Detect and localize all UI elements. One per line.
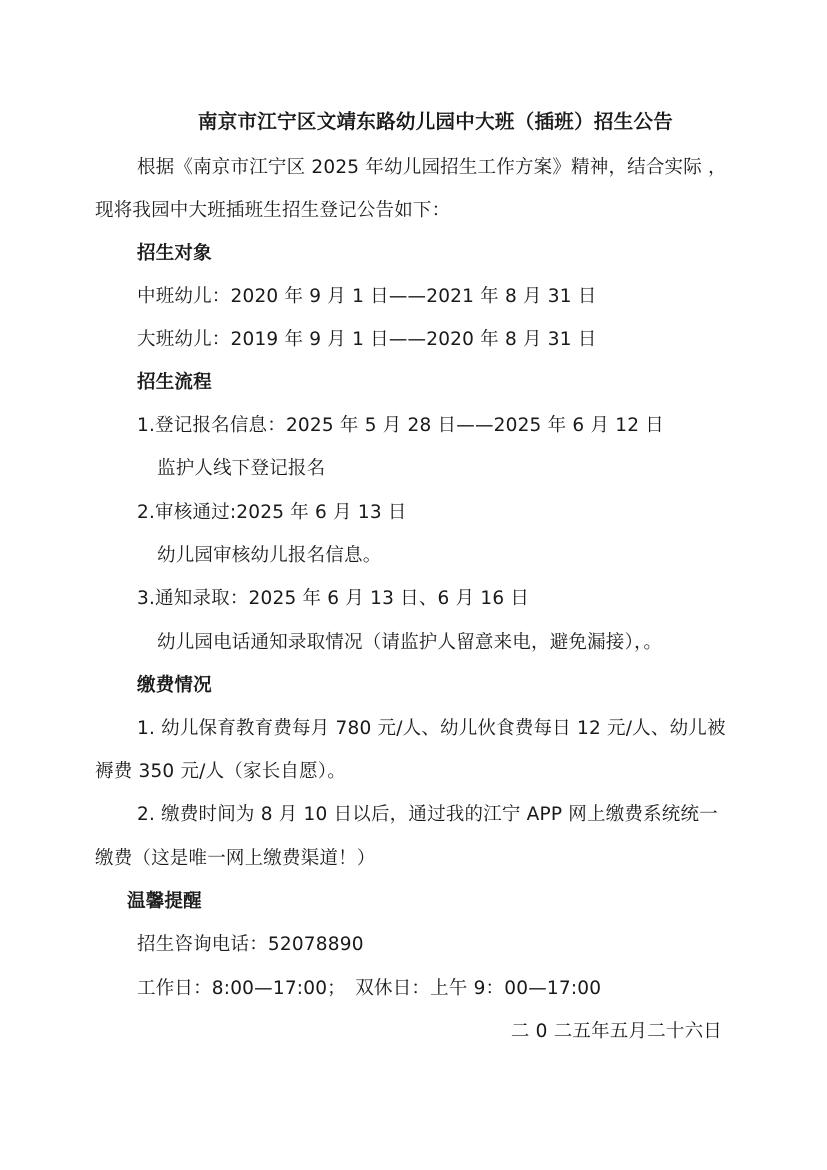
reminder-phone: 招生咨询电话：52078890 xyxy=(137,934,364,955)
process-step-1: 1.登记报名信息：2025 年 5 月 28 日——2025 年 6 月 12 日 xyxy=(137,415,664,436)
fees-item-1-line-2: 褥费 350 元/人（家长自愿）。 xyxy=(95,761,346,782)
target-senior-class: 大班幼儿：2019 年 9 月 1 日——2020 年 8 月 31 日 xyxy=(137,329,597,350)
fees-item-2-line-1: 2. 缴费时间为 8 月 10 日以后，通过我的江宁 APP 网上缴费系统统一 xyxy=(137,804,718,825)
section-heading-fees: 缴费情况 xyxy=(137,675,212,696)
process-step-1-note: 监护人线下登记报名 xyxy=(157,458,326,479)
process-step-2: 2.审核通过:2025 年 6 月 13 日 xyxy=(137,502,407,523)
fees-item-1-line-1: 1. 幼儿保育教育费每月 780 元/人、幼儿伙食费每日 12 元/人、幼儿被 xyxy=(137,718,726,739)
section-heading-target: 招生对象 xyxy=(137,243,212,264)
process-step-3-note: 幼儿园电话通知录取情况（请监护人留意来电，避免漏接），。 xyxy=(157,632,663,653)
page-title: 南京市江宁区文靖东路幼儿园中大班（插班）招生公告 xyxy=(197,110,674,133)
intro-line-1: 根据《南京市江宁区 2025 年幼儿园招生工作方案》精神，结合实际 ， xyxy=(137,157,727,178)
reminder-hours: 工作日：8:00—17:00； 双休日：上午 9：00—17:00 xyxy=(137,978,602,999)
notice-date: 二 0 二五年五月二十六日 xyxy=(510,1021,722,1042)
section-heading-reminder: 温馨提醒 xyxy=(127,891,202,912)
fees-item-2-line-2: 缴费（这是唯一网上缴费渠道！） xyxy=(95,848,376,869)
process-step-2-note: 幼儿园审核幼儿报名信息。 xyxy=(157,545,382,566)
intro-line-2: 现将我园中大班插班生招生登记公告如下： xyxy=(95,200,451,221)
process-step-3: 3.通知录取：2025 年 6 月 13 日、6 月 16 日 xyxy=(137,588,530,609)
section-heading-process: 招生流程 xyxy=(137,372,212,393)
target-middle-class: 中班幼儿：2020 年 9 月 1 日——2021 年 8 月 31 日 xyxy=(137,286,597,307)
